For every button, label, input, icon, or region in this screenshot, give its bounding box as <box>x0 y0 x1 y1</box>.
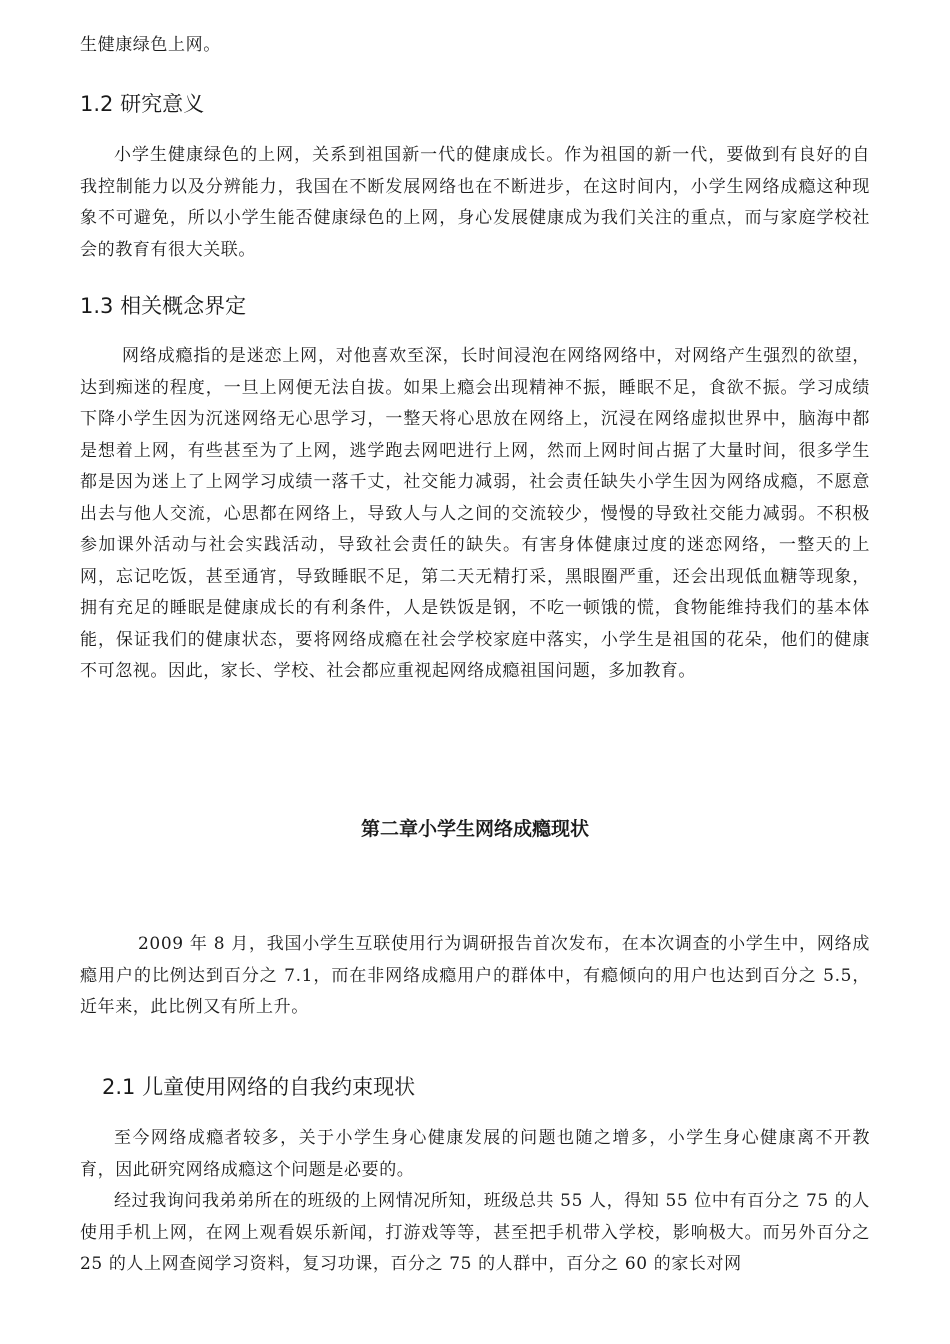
section-2-1-paragraph-2: 经过我询问我弟弟所在的班级的上网情况所知，班级总共 55 人，得知 55 位中有百分之 75 的人使用手机上网，在网上观看娱乐新闻，打游戏等等，甚至把手机带入学校，影响极大。而另外百分之 25 的人上网查阅学习资料，复习功课，百分之 75 的人群中，百分之 60 的家长对网 <box>80 1191 870 1274</box>
continuation-text: 生健康绿色上网。 <box>80 35 221 55</box>
section-heading-2-1: 2.1 儿童使用网络的自我约束现状 <box>102 1075 416 1099</box>
section-1-2-paragraph: 小学生健康绿色的上网，关系到祖国新一代的健康成长。作为祖国的新一代，要做到有良好的自我控制能力以及分辨能力，我国在不断发展网络也在不断进步，在这时间内，小学生网络成瘾这种现象不可避免，所以小学生能否健康绿色的上网，身心发展健康成为我们关注的重点，而与家庭学校社会的教育有很大关联。 <box>80 145 870 260</box>
section-2-1-paragraph-1: 至今网络成瘾者较多，关于小学生身心健康发展的问题也随之增多，小学生身心健康离不开教育，因此研究网络成瘾这个问题是必要的。 <box>80 1128 870 1180</box>
chapter-2-intro-paragraph: 2009 年 8 月，我国小学生互联使用行为调研报告首次发布，在本次调查的小学生中，网络成瘾用户的比例达到百分之 7.1，而在非网络成瘾用户的群体中，有瘾倾向的用户也达到百分之 5.5，近年来，此比例又有所上升。 <box>80 934 870 1017</box>
section-heading-1-2: 1.2 研究意义 <box>80 92 205 116</box>
section-heading-1-3: 1.3 相关概念界定 <box>80 294 247 318</box>
chapter-2-title: 第二章小学生网络成瘾现状 <box>360 818 589 840</box>
section-1-3-paragraph: 网络成瘾指的是迷恋上网，对他喜欢至深，长时间浸泡在网络网络中，对网络产生强烈的欲望，达到痴迷的程度，一旦上网便无法自拔。如果上瘾会出现精神不振，睡眠不足，食欲不振。学习成绩下降小学生因为沉迷网络无心思学习，一整天将心思放在网络上，沉浸在网络虚拟世界中，脑海中都是想着上网，有些甚至为了上网，逃学跑去网吧进行上网，然而上网时间占据了大量时间，很多学生都是因为迷上了上网学习成绩一落千丈，社交能力减弱，社会责任缺失小学生因为网络成瘾，不愿意出去与他人交流，心思都在网络上，导致人与人之间的交流较少，慢慢的导致社交能力减弱。不积极参加课外活动与社会实践活动，导致社会责任的缺失。有害身体健康过度的迷恋网络，一整天的上网，忘记吃饭，甚至通宵，导致睡眠不足，第二天无精打采，黑眼圈严重，还会出现低血糖等现象，拥有充足的睡眠是健康成长的有利条件，人是铁饭是钢，不吃一顿饿的慌，食物能维持我们的基本体能，保证我们的健康状态，要将网络成瘾在社会学校家庭中落实，小学生是祖国的花朵，他们的健康不可忽视。因此，家长、学校、社会都应重视起网络成瘾祖国问题，多加教育。 <box>80 346 870 681</box>
